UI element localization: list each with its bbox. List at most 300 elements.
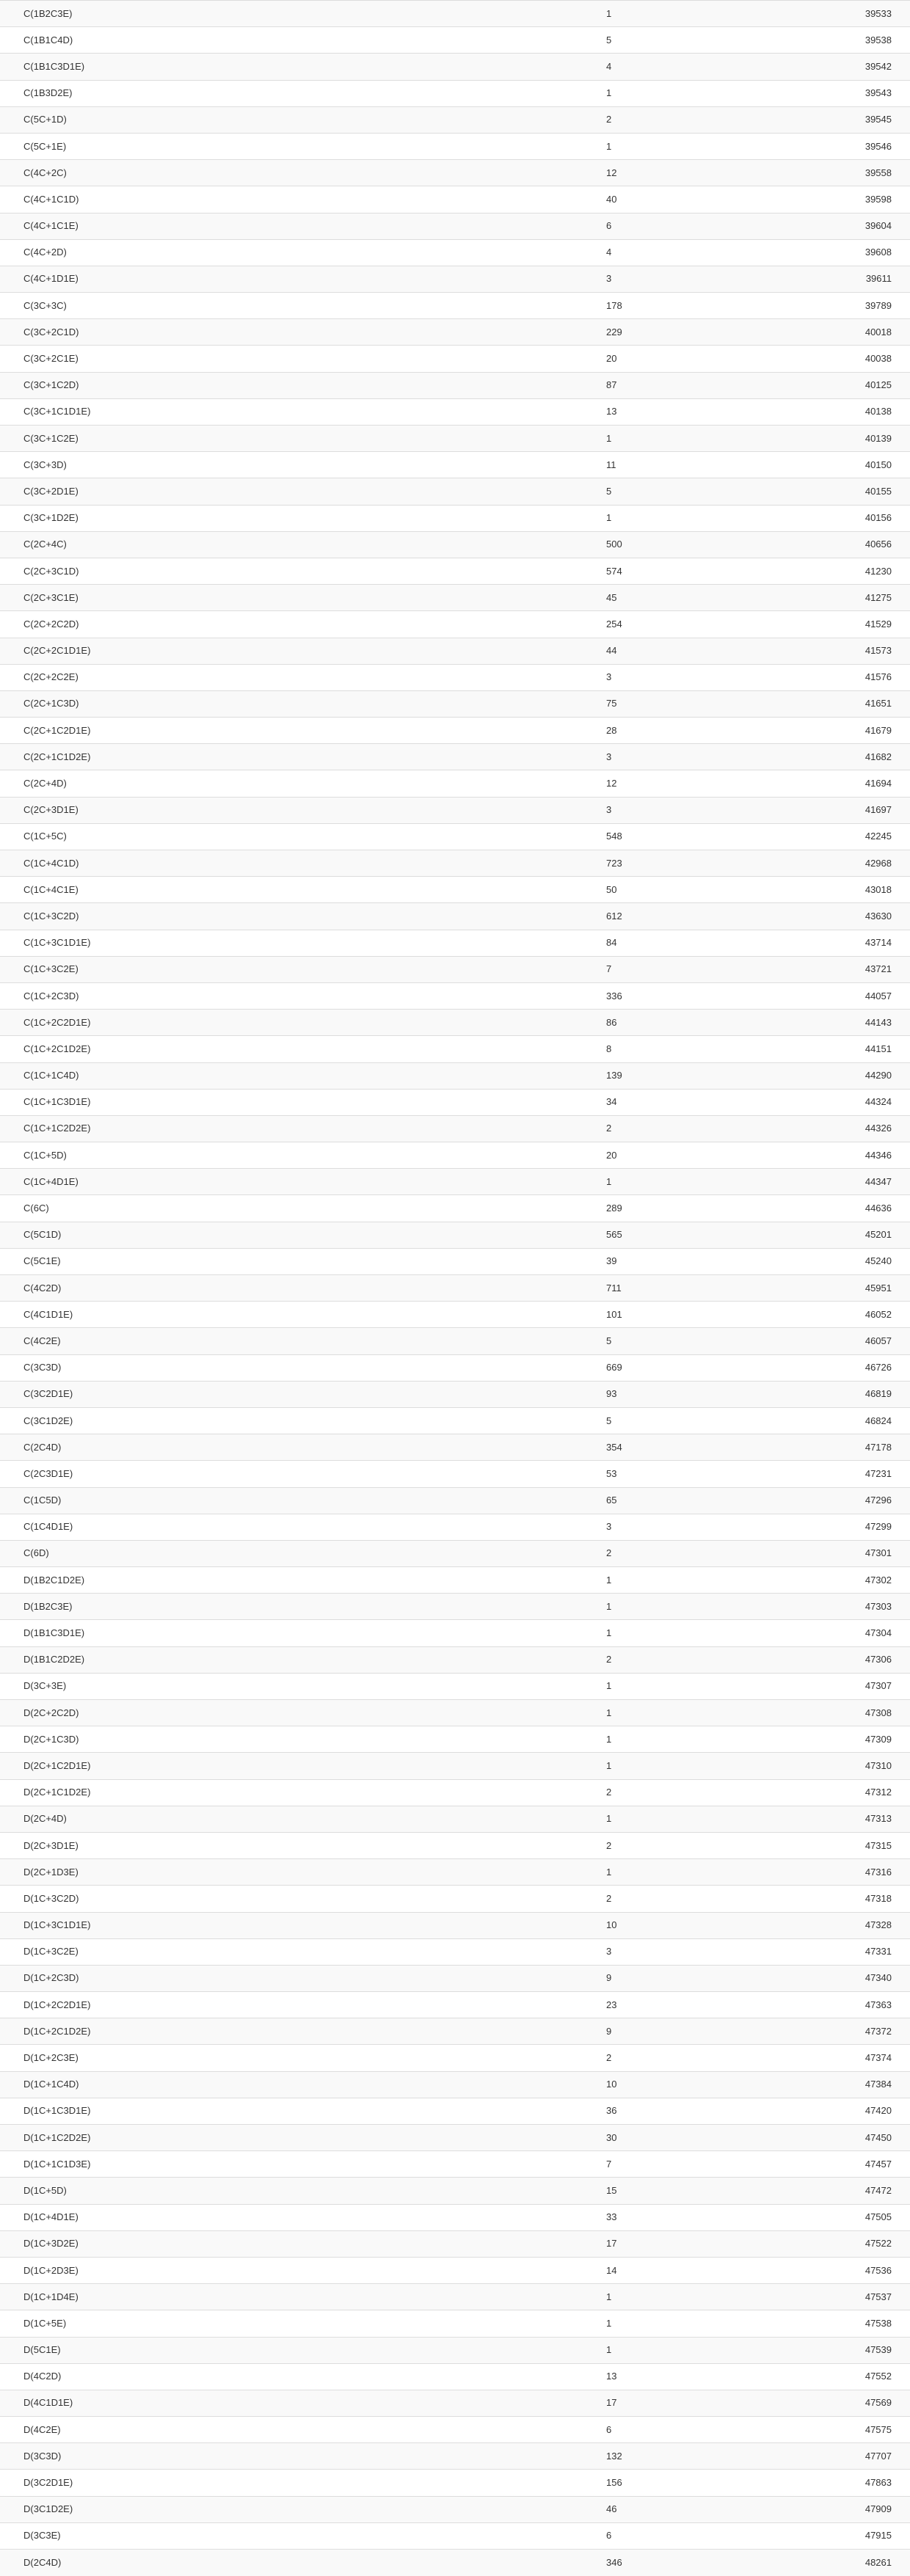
cell-cumulative: 43630 — [778, 903, 910, 930]
cell-cumulative: 47312 — [778, 1779, 910, 1806]
table-row — [0, 1965, 910, 1991]
cell-cumulative: 41573 — [778, 638, 910, 664]
cell-name: C(3C+2D1E) — [0, 478, 455, 505]
cell-cumulative: 40138 — [778, 398, 910, 425]
cell-count: 1 — [455, 1169, 778, 1195]
cell-count: 2 — [455, 1832, 778, 1858]
table-row — [0, 1938, 910, 1965]
table-row — [0, 2284, 910, 2310]
cell-count: 2 — [455, 1540, 778, 1566]
cell-count: 565 — [455, 1222, 778, 1248]
table-row — [0, 1461, 910, 1487]
cell-count: 3 — [455, 664, 778, 690]
cell-cumulative: 41682 — [778, 744, 910, 770]
cell-cumulative: 39542 — [778, 54, 910, 80]
table-row — [0, 186, 910, 213]
cell-count: 1 — [455, 2310, 778, 2337]
cell-count: 93 — [455, 1381, 778, 1407]
table-row — [0, 1222, 910, 1248]
cell-cumulative: 43018 — [778, 877, 910, 903]
cell-count: 346 — [455, 2550, 778, 2576]
table-row — [0, 718, 910, 744]
cell-name: C(5C+1E) — [0, 133, 455, 159]
cell-cumulative: 47315 — [778, 1832, 910, 1858]
table-row — [0, 1434, 910, 1461]
cell-count: 612 — [455, 903, 778, 930]
cell-name: D(2C+1C3D) — [0, 1726, 455, 1753]
cell-name: D(1C+2D3E) — [0, 2257, 455, 2283]
cell-count: 178 — [455, 293, 778, 319]
cell-cumulative: 41697 — [778, 797, 910, 823]
table-row — [0, 1354, 910, 1381]
cell-name: C(1C+5C) — [0, 823, 455, 850]
cell-count: 3 — [455, 1938, 778, 1965]
table-row — [0, 531, 910, 558]
cell-count: 3 — [455, 797, 778, 823]
cell-cumulative: 47306 — [778, 1646, 910, 1673]
cell-name: C(4C+2C) — [0, 160, 455, 186]
cell-name: C(1C5D) — [0, 1487, 455, 1514]
cell-name: C(2C+1C2D1E) — [0, 718, 455, 744]
cell-name: D(1B1C2D2E) — [0, 1646, 455, 1673]
cell-cumulative: 43714 — [778, 930, 910, 956]
cell-count: 36 — [455, 2098, 778, 2124]
table-row — [0, 2098, 910, 2124]
cell-name: D(1C+1C2D2E) — [0, 2125, 455, 2151]
cell-name: C(6D) — [0, 1540, 455, 1566]
table-row — [0, 2151, 910, 2178]
cell-cumulative: 47303 — [778, 1594, 910, 1620]
cell-cumulative: 47384 — [778, 2071, 910, 2098]
cell-name: C(3C+1D2E) — [0, 505, 455, 531]
cell-name: C(6C) — [0, 1195, 455, 1222]
table-row — [0, 1487, 910, 1514]
cell-count: 7 — [455, 2151, 778, 2178]
cell-name: C(5C+1D) — [0, 106, 455, 133]
cell-cumulative: 47372 — [778, 2018, 910, 2045]
cell-name: C(2C+3C1E) — [0, 585, 455, 611]
cell-name: C(1C+1C4D) — [0, 1062, 455, 1089]
table-row — [0, 266, 910, 292]
table-row — [0, 2071, 910, 2098]
table-row — [0, 160, 910, 186]
cell-cumulative: 45201 — [778, 1222, 910, 1248]
cell-cumulative: 46726 — [778, 1354, 910, 1381]
cell-count: 1 — [455, 133, 778, 159]
table-row — [0, 2496, 910, 2522]
table-row — [0, 1381, 910, 1407]
table-row — [0, 1753, 910, 1779]
table-row — [0, 27, 910, 54]
cell-cumulative: 47472 — [778, 2178, 910, 2204]
cell-count: 75 — [455, 690, 778, 717]
cell-count: 101 — [455, 1302, 778, 1328]
cell-count: 336 — [455, 982, 778, 1009]
cell-name: C(5C1E) — [0, 1248, 455, 1274]
table-row — [0, 2310, 910, 2337]
cell-count: 1 — [455, 2284, 778, 2310]
cell-count: 2 — [455, 1886, 778, 1912]
cell-name: C(2C+2C2E) — [0, 664, 455, 690]
table-row — [0, 2417, 910, 2443]
cell-count: 289 — [455, 1195, 778, 1222]
cell-name: D(1C+2C3E) — [0, 2045, 455, 2071]
cell-count: 4 — [455, 54, 778, 80]
cell-cumulative: 47505 — [778, 2204, 910, 2230]
cell-count: 50 — [455, 877, 778, 903]
cell-name: D(2C+4D) — [0, 1806, 455, 1832]
cell-cumulative: 39533 — [778, 1, 910, 27]
cell-cumulative: 45240 — [778, 1248, 910, 1274]
cell-name: D(3C2D1E) — [0, 2470, 455, 2496]
cell-name: C(2C4D) — [0, 1434, 455, 1461]
cell-count: 4 — [455, 239, 778, 266]
table-row — [0, 1673, 910, 1699]
cell-cumulative: 47318 — [778, 1886, 910, 1912]
cell-count: 12 — [455, 160, 778, 186]
cell-cumulative: 42245 — [778, 823, 910, 850]
cell-count: 20 — [455, 1142, 778, 1169]
table-row — [0, 1010, 910, 1036]
table-row — [0, 823, 910, 850]
cell-cumulative: 40656 — [778, 531, 910, 558]
cell-cumulative: 46057 — [778, 1328, 910, 1354]
cell-name: C(1C4D1E) — [0, 1514, 455, 1540]
cell-count: 2 — [455, 1115, 778, 1142]
cell-name: C(3C1D2E) — [0, 1407, 455, 1434]
cell-cumulative: 39546 — [778, 133, 910, 159]
table-row — [0, 850, 910, 877]
cell-count: 5 — [455, 1407, 778, 1434]
table-row — [0, 2178, 910, 2204]
table-row — [0, 398, 910, 425]
cell-cumulative: 39598 — [778, 186, 910, 213]
table-row — [0, 1328, 910, 1354]
cell-cumulative: 47522 — [778, 2230, 910, 2257]
cell-count: 1 — [455, 80, 778, 106]
cell-count: 39 — [455, 1248, 778, 1274]
table-row — [0, 2550, 910, 2576]
table-row — [0, 1700, 910, 1726]
cell-cumulative: 39604 — [778, 213, 910, 239]
cell-name: D(3C1D2E) — [0, 2496, 455, 2522]
cell-name: D(1B2C3E) — [0, 1594, 455, 1620]
cell-count: 40 — [455, 186, 778, 213]
cell-count: 15 — [455, 2178, 778, 2204]
cell-cumulative: 47538 — [778, 2310, 910, 2337]
cell-cumulative: 39558 — [778, 160, 910, 186]
cell-cumulative: 41651 — [778, 690, 910, 717]
table-body — [0, 1, 910, 2576]
cell-cumulative: 47420 — [778, 2098, 910, 2124]
cell-count: 3 — [455, 744, 778, 770]
cell-name: D(1B2C1D2E) — [0, 1567, 455, 1594]
table-row — [0, 1912, 910, 1938]
cell-count: 1 — [455, 1726, 778, 1753]
cell-cumulative: 41230 — [778, 558, 910, 584]
cell-cumulative: 47178 — [778, 1434, 910, 1461]
cell-cumulative: 47569 — [778, 2390, 910, 2416]
cell-name: C(2C+4D) — [0, 770, 455, 797]
cell-name: C(1B1C4D) — [0, 27, 455, 54]
table-row — [0, 452, 910, 478]
table-row — [0, 1886, 910, 1912]
cell-name: C(1C+3C2D) — [0, 903, 455, 930]
cell-count: 2 — [455, 2045, 778, 2071]
cell-count: 1 — [455, 2337, 778, 2363]
cell-name: C(4C1D1E) — [0, 1302, 455, 1328]
cell-cumulative: 39543 — [778, 80, 910, 106]
cell-name: C(1C+1C2D2E) — [0, 1115, 455, 1142]
cell-name: C(1C+3C1D1E) — [0, 930, 455, 956]
cell-name: D(4C2D) — [0, 2363, 455, 2390]
cell-cumulative: 47552 — [778, 2363, 910, 2390]
cell-count: 46 — [455, 2496, 778, 2522]
table-row — [0, 1275, 910, 1302]
table-row — [0, 1646, 910, 1673]
table-row — [0, 2230, 910, 2257]
cell-cumulative: 40139 — [778, 426, 910, 452]
cell-name: C(2C+3C1D) — [0, 558, 455, 584]
table-row — [0, 133, 910, 159]
cell-name: C(4C+1D1E) — [0, 266, 455, 292]
cell-name: C(2C3D1E) — [0, 1461, 455, 1487]
cell-cumulative: 45951 — [778, 1275, 910, 1302]
cell-count: 45 — [455, 585, 778, 611]
cell-count: 3 — [455, 1514, 778, 1540]
table-row — [0, 293, 910, 319]
cell-count: 28 — [455, 718, 778, 744]
table-row — [0, 1859, 910, 1886]
cell-name: D(3C3E) — [0, 2522, 455, 2549]
cell-name: C(4C+1C1E) — [0, 213, 455, 239]
cell-cumulative: 39611 — [778, 266, 910, 292]
cell-name: D(1C+3C1D1E) — [0, 1912, 455, 1938]
cell-name: C(2C+1C1D2E) — [0, 744, 455, 770]
table-row — [0, 1, 910, 27]
cell-name: D(1C+5E) — [0, 2310, 455, 2337]
cell-name: C(2C+2C2D) — [0, 611, 455, 638]
table-row — [0, 2337, 910, 2363]
cell-cumulative: 47539 — [778, 2337, 910, 2363]
cell-name: C(3C+3D) — [0, 452, 455, 478]
cell-count: 44 — [455, 638, 778, 664]
cell-count: 34 — [455, 1089, 778, 1115]
cell-cumulative: 39545 — [778, 106, 910, 133]
cell-name: D(2C+3D1E) — [0, 1832, 455, 1858]
cell-count: 65 — [455, 1487, 778, 1514]
cell-cumulative: 39538 — [778, 27, 910, 54]
cell-name: C(2C+1C3D) — [0, 690, 455, 717]
cell-cumulative: 44324 — [778, 1089, 910, 1115]
cell-cumulative: 40125 — [778, 372, 910, 398]
cell-count: 1 — [455, 1594, 778, 1620]
cell-cumulative: 41576 — [778, 664, 910, 690]
cell-name: C(4C+1C1D) — [0, 186, 455, 213]
cell-name: C(1B2C3E) — [0, 1, 455, 27]
cell-count: 5 — [455, 478, 778, 505]
cell-count: 6 — [455, 2522, 778, 2549]
cell-count: 139 — [455, 1062, 778, 1089]
cell-count: 87 — [455, 372, 778, 398]
cell-name: D(2C+1C1D2E) — [0, 1779, 455, 1806]
cell-cumulative: 44057 — [778, 982, 910, 1009]
cell-count: 8 — [455, 1036, 778, 1062]
cell-count: 5 — [455, 27, 778, 54]
table-row — [0, 505, 910, 531]
cell-count: 723 — [455, 850, 778, 877]
table-row — [0, 744, 910, 770]
cell-cumulative: 47309 — [778, 1726, 910, 1753]
table-row — [0, 903, 910, 930]
cell-cumulative: 40038 — [778, 346, 910, 372]
cell-cumulative: 47457 — [778, 2151, 910, 2178]
table-row — [0, 2470, 910, 2496]
cell-cumulative: 47231 — [778, 1461, 910, 1487]
cell-count: 20 — [455, 346, 778, 372]
table-row — [0, 346, 910, 372]
cell-name: C(1C+5D) — [0, 1142, 455, 1169]
cell-count: 2 — [455, 1646, 778, 1673]
cell-count: 9 — [455, 1965, 778, 1991]
cell-name: C(2C+3D1E) — [0, 797, 455, 823]
table-row — [0, 1407, 910, 1434]
cell-count: 5 — [455, 1328, 778, 1354]
cell-name: D(1C+1D4E) — [0, 2284, 455, 2310]
cell-cumulative: 44347 — [778, 1169, 910, 1195]
table-row — [0, 2125, 910, 2151]
cell-count: 548 — [455, 823, 778, 850]
cell-cumulative: 44326 — [778, 1115, 910, 1142]
cell-cumulative: 47301 — [778, 1540, 910, 1566]
table-row — [0, 982, 910, 1009]
cell-name: C(1C+2C3D) — [0, 982, 455, 1009]
cell-count: 17 — [455, 2230, 778, 2257]
cell-count: 9 — [455, 2018, 778, 2045]
cell-cumulative: 47575 — [778, 2417, 910, 2443]
cell-count: 13 — [455, 2363, 778, 2390]
cell-name: C(3C+3C) — [0, 293, 455, 319]
cell-count: 10 — [455, 1912, 778, 1938]
cell-cumulative: 47915 — [778, 2522, 910, 2549]
table-row — [0, 611, 910, 638]
cell-cumulative: 46819 — [778, 1381, 910, 1407]
table-row — [0, 1115, 910, 1142]
cell-name: C(3C3D) — [0, 1354, 455, 1381]
cell-cumulative: 47307 — [778, 1673, 910, 1699]
table-row — [0, 319, 910, 346]
table-row — [0, 1062, 910, 1089]
cell-count: 354 — [455, 1434, 778, 1461]
cell-name: C(1C+4C1E) — [0, 877, 455, 903]
cell-name: C(1B1C3D1E) — [0, 54, 455, 80]
table-row — [0, 80, 910, 106]
table-row — [0, 2443, 910, 2470]
cell-count: 711 — [455, 1275, 778, 1302]
cell-count: 156 — [455, 2470, 778, 2496]
cell-cumulative: 47863 — [778, 2470, 910, 2496]
cell-cumulative: 44636 — [778, 1195, 910, 1222]
table-row — [0, 1594, 910, 1620]
cell-name: D(3C+3E) — [0, 1673, 455, 1699]
cell-cumulative: 47313 — [778, 1806, 910, 1832]
cell-name: D(2C+1C2D1E) — [0, 1753, 455, 1779]
table-row — [0, 1195, 910, 1222]
cell-count: 500 — [455, 531, 778, 558]
cell-count: 14 — [455, 2257, 778, 2283]
cell-count: 669 — [455, 1354, 778, 1381]
cell-count: 33 — [455, 2204, 778, 2230]
table-row — [0, 2522, 910, 2549]
table-row — [0, 54, 910, 80]
cell-name: C(3C+1C2E) — [0, 426, 455, 452]
cell-count: 7 — [455, 956, 778, 982]
cell-name: D(1C+3C2E) — [0, 1938, 455, 1965]
table-row — [0, 2257, 910, 2283]
cell-cumulative: 47308 — [778, 1700, 910, 1726]
cell-count: 1 — [455, 1673, 778, 1699]
cell-cumulative: 47374 — [778, 2045, 910, 2071]
table-row — [0, 2363, 910, 2390]
cell-count: 1 — [455, 1567, 778, 1594]
cell-count: 53 — [455, 1461, 778, 1487]
cell-name: C(1C+4D1E) — [0, 1169, 455, 1195]
cell-name: D(1C+3D2E) — [0, 2230, 455, 2257]
cell-name: C(5C1D) — [0, 1222, 455, 1248]
cell-name: C(1C+2C1D2E) — [0, 1036, 455, 1062]
table-row — [0, 1302, 910, 1328]
cell-name: C(4C2E) — [0, 1328, 455, 1354]
cell-cumulative: 47909 — [778, 2496, 910, 2522]
table-row — [0, 664, 910, 690]
table-row — [0, 1726, 910, 1753]
cell-count: 2 — [455, 1779, 778, 1806]
cell-name: C(3C+1C2D) — [0, 372, 455, 398]
cell-name: C(1C+3C2E) — [0, 956, 455, 982]
cell-count: 132 — [455, 2443, 778, 2470]
cell-cumulative: 40018 — [778, 319, 910, 346]
cell-name: D(1C+1C1D3E) — [0, 2151, 455, 2178]
cell-cumulative: 40155 — [778, 478, 910, 505]
cell-name: C(1C+2C2D1E) — [0, 1010, 455, 1036]
cell-cumulative: 47328 — [778, 1912, 910, 1938]
table-row — [0, 1832, 910, 1858]
cell-count: 17 — [455, 2390, 778, 2416]
cell-cumulative: 47296 — [778, 1487, 910, 1514]
table-row — [0, 372, 910, 398]
table-row — [0, 106, 910, 133]
cell-cumulative: 47316 — [778, 1859, 910, 1886]
cell-cumulative: 47363 — [778, 1992, 910, 2018]
cell-name: D(2C4D) — [0, 2550, 455, 2576]
cell-name: C(1C+1C3D1E) — [0, 1089, 455, 1115]
cell-cumulative: 47340 — [778, 1965, 910, 1991]
cell-name: D(3C3D) — [0, 2443, 455, 2470]
table-row — [0, 877, 910, 903]
cell-name: C(3C+2C1D) — [0, 319, 455, 346]
cell-name: C(3C+2C1E) — [0, 346, 455, 372]
cell-cumulative: 42968 — [778, 850, 910, 877]
table-row — [0, 2045, 910, 2071]
table-row — [0, 1142, 910, 1169]
cell-cumulative: 44290 — [778, 1062, 910, 1089]
cell-count: 11 — [455, 452, 778, 478]
cell-cumulative: 48261 — [778, 2550, 910, 2576]
cell-name: C(3C2D1E) — [0, 1381, 455, 1407]
cell-cumulative: 41275 — [778, 585, 910, 611]
cell-count: 1 — [455, 1859, 778, 1886]
cell-count: 23 — [455, 1992, 778, 2018]
